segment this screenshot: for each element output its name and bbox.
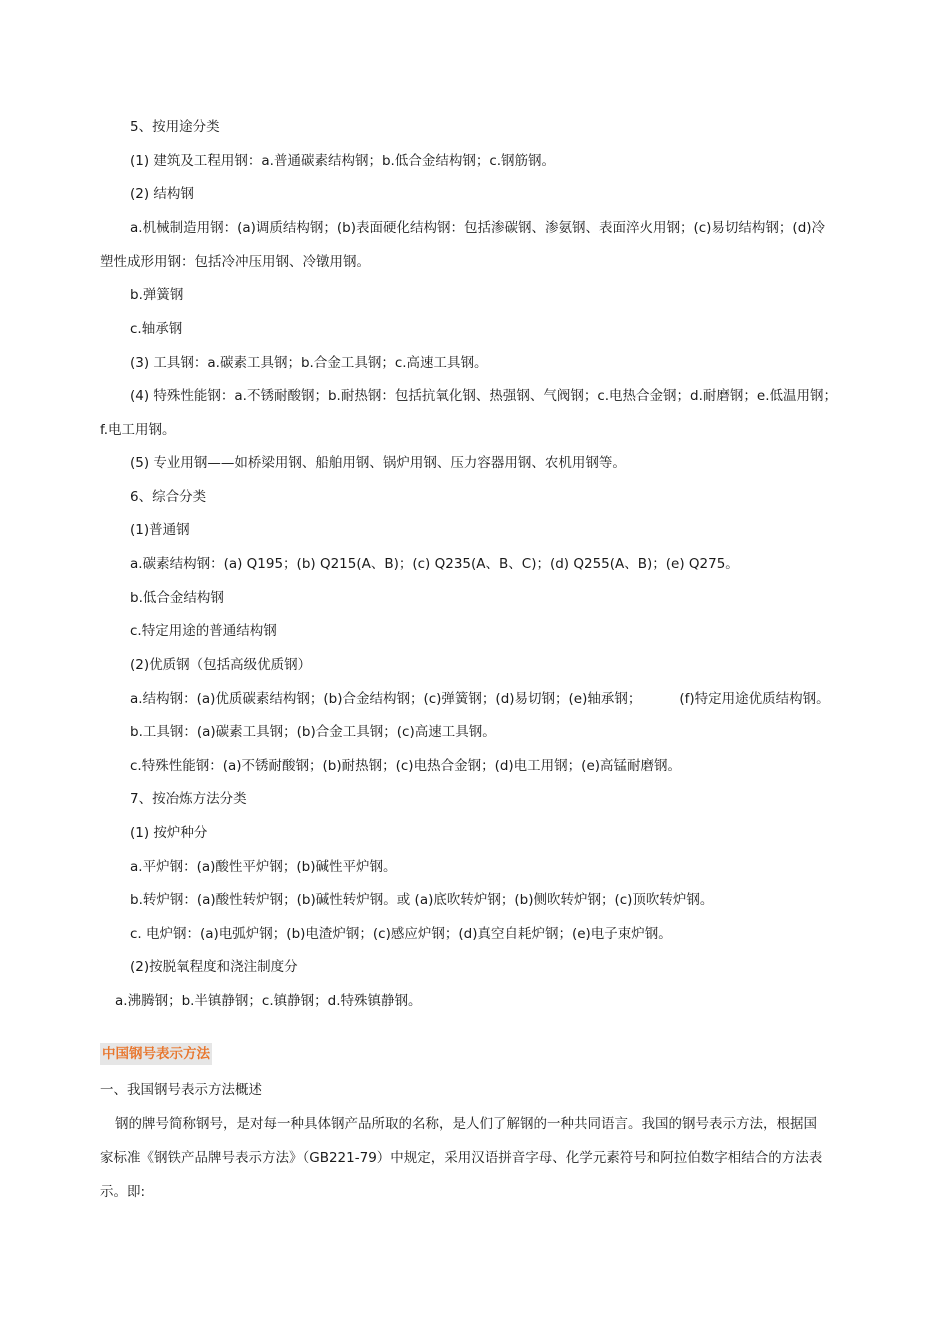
text-segment: (f)特定用途优质结构钢。 bbox=[679, 691, 830, 707]
text-line: c.特定用途的普通结构钢 bbox=[130, 623, 277, 639]
section-7-title: 7、按冶炼方法分类 bbox=[130, 791, 247, 807]
text-line: 塑性成形用钢：包括冷冲压用钢、冷镦用钢。 bbox=[100, 254, 370, 270]
text-line: (4) 特殊性能钢：a.不锈耐酸钢；b.耐热钢：包括抗氧化钢、热强钢、气阀钢；c.电热合金钢；d.耐磨钢；e.低温用钢； bbox=[130, 388, 838, 404]
text-line: b.工具钢：(a)碳素工具钢；(b)合金工具钢；(c)高速工具钢。 bbox=[130, 724, 496, 740]
paragraph-line: 钢的牌号简称钢号，是对每一种具体钢产品所取的名称，是人们了解钢的一种共同语言。我国的钢号表示方法，根据国 bbox=[115, 1116, 817, 1132]
text-line: (3) 工具钢：a.碳素工具钢；b.合金工具钢；c.高速工具钢。 bbox=[130, 355, 488, 371]
text-segment: a.结构钢：(a)优质碳素结构钢；(b)合金结构钢；(c)弹簧钢；(d)易切钢；(e)轴承钢； bbox=[130, 691, 642, 707]
text-line: b.低合金结构钢 bbox=[130, 590, 224, 606]
subheading: 一、我国钢号表示方法概述 bbox=[100, 1082, 262, 1098]
text-line: c.特殊性能钢：(a)不锈耐酸钢；(b)耐热钢；(c)电热合金钢；(d)电工用钢；(e)高锰耐磨钢。 bbox=[130, 758, 682, 774]
paragraph-line: 示。即: bbox=[100, 1184, 146, 1200]
paragraph-line: 家标准《钢铁产品牌号表示方法》（GB221-79）中规定，采用汉语拼音字母、化学元素符号和阿拉伯数字相结合的方法表 bbox=[100, 1150, 823, 1166]
text-line: (1) 建筑及工程用钢：a.普通碳素结构钢；b.低合金结构钢；c.钢筋钢。 bbox=[130, 153, 556, 169]
text-line: a.平炉钢：(a)酸性平炉钢；(b)碱性平炉钢。 bbox=[130, 859, 397, 875]
text-line: (5) 专业用钢——如桥梁用钢、船舶用钢、锅炉用钢、压力容器用钢、农机用钢等。 bbox=[130, 455, 626, 471]
text-line: a.碳素结构钢：(a) Q195；(b) Q215(A、B)；(c) Q235(A、B、C)；(d) Q255(A、B)；(e) Q275。 bbox=[130, 556, 739, 572]
text-line: a.机械制造用钢：(a)调质结构钢；(b)表面硬化结构钢：包括渗碳钢、渗氨钢、表面淬火用钢；(c)易切结构钢；(d)冷 bbox=[130, 220, 826, 236]
text-line: b.转炉钢：(a)酸性转炉钢；(b)碱性转炉钢。或 (a)底吹转炉钢；(b)侧吹转炉钢；(c)顶吹转炉钢。 bbox=[130, 892, 714, 908]
section-6-title: 6、综合分类 bbox=[130, 489, 207, 505]
text-line: (2)优质钢（包括高级优质钢） bbox=[130, 657, 312, 673]
text-line bbox=[130, 689, 830, 709]
text-line: c. 电炉钢：(a)电弧炉钢；(b)电渣炉钢；(c)感应炉钢；(d)真空自耗炉钢；(e)电子束炉钢。 bbox=[130, 926, 672, 942]
section-heading: 中国钢号表示方法 bbox=[100, 1043, 212, 1065]
text-line: f.电工用钢。 bbox=[100, 422, 176, 438]
text-line: (1) 按炉种分 bbox=[130, 825, 208, 841]
text-line: (2) 结构钢 bbox=[130, 186, 194, 202]
section-5-title: 5、按用途分类 bbox=[130, 119, 220, 135]
text-line: c.轴承钢 bbox=[130, 321, 183, 337]
text-line: (2)按脱氧程度和浇注制度分 bbox=[130, 959, 298, 975]
text-line: (1)普通钢 bbox=[130, 522, 190, 538]
text-line: a.沸腾钢；b.半镇静钢；c.镇静钢；d.特殊镇静钢。 bbox=[115, 993, 422, 1009]
text-line: b.弹簧钢 bbox=[130, 287, 184, 303]
